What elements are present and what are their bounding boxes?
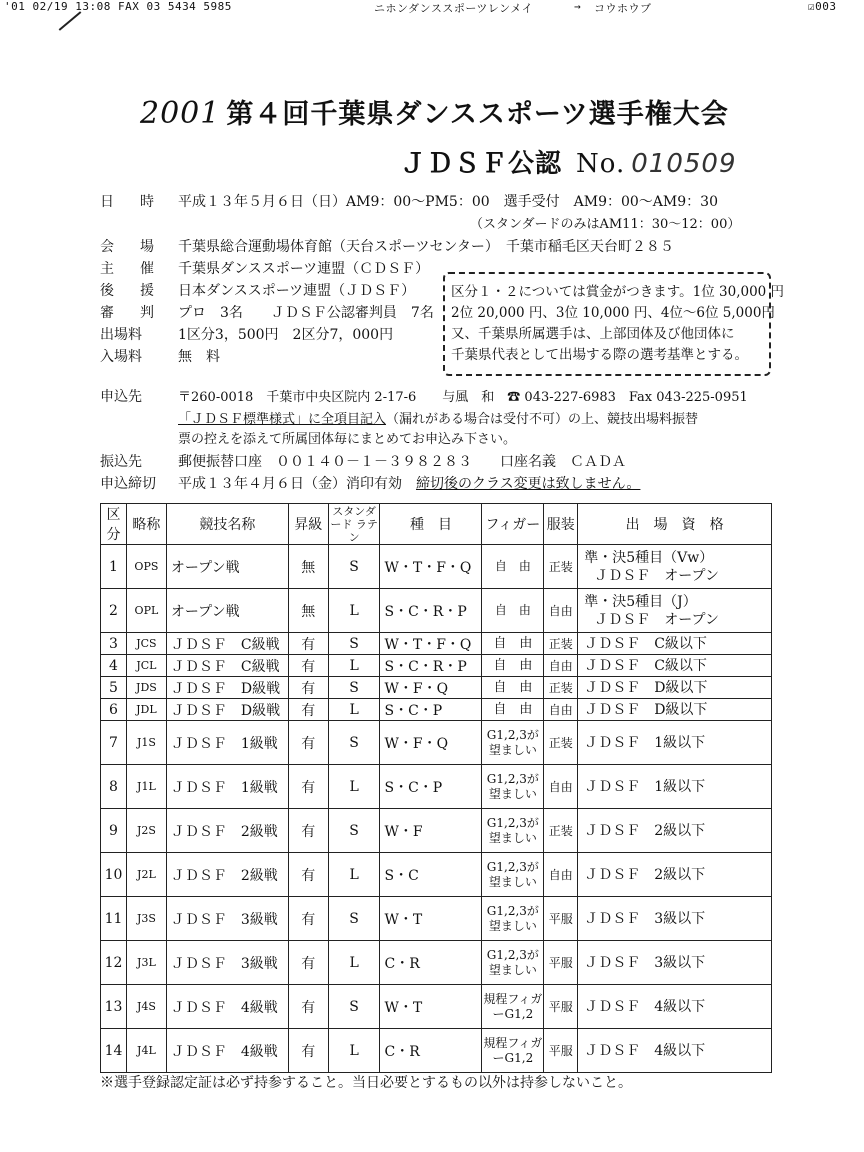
row-promotion: 有	[288, 809, 328, 853]
row-figure: 自 由	[482, 633, 544, 655]
row-dances: W・F・Q	[380, 721, 482, 765]
subtitle-text: ＪＤＳＦ公認	[400, 149, 563, 179]
info-label-judges: 審 判	[100, 305, 160, 321]
header-promotion: 昇級	[288, 504, 328, 545]
row-style: L	[328, 589, 380, 633]
row-division: 13	[101, 985, 127, 1029]
note-line: 区分１・２については賞金がつきます。1位 30,000 円	[451, 284, 785, 300]
row-style: S	[328, 545, 380, 589]
row-qualification	[578, 941, 772, 985]
row-abbr: J2L	[126, 853, 166, 897]
row-dress: 平服	[544, 897, 578, 941]
table-row	[101, 941, 772, 985]
row-division: 6	[101, 699, 127, 721]
row-dress: 自由	[544, 589, 578, 633]
row-dress: 自由	[544, 699, 578, 721]
table-row	[101, 897, 772, 941]
info-label-admission: 入場料	[100, 349, 142, 365]
apply-instructions-2: 票の控えを添えて所属団体毎にまとめてお申込み下さい。	[178, 432, 517, 447]
footer-note: ※選手登録認定証は必ず持参すること。当日必要とするもの以外は持参しないこと。	[100, 1075, 632, 1091]
info-label-organizer: 主 催	[100, 261, 160, 277]
row-abbr: J4L	[126, 1029, 166, 1073]
header-qualification: 出 場 資 格	[578, 504, 772, 545]
row-qualification	[578, 853, 772, 897]
info-value-entry-fee: 1区分3，500円 2区分7，000円	[178, 327, 394, 343]
row-promotion: 有	[288, 721, 328, 765]
qualification-line: ＪＤＳＦ D級以下	[584, 701, 708, 718]
deadline-label: 申込締切	[100, 476, 156, 492]
info-label-support: 後 援	[100, 283, 160, 299]
row-dress: 正装	[544, 545, 578, 589]
apply-instructions-rest: （漏れがある場合は受付不可）の上、競技出場料振替	[386, 412, 699, 427]
header-figure: フィガー	[482, 504, 544, 545]
row-event-name: ＪＤＳＦ C級戦	[166, 633, 288, 655]
row-abbr: J1L	[126, 765, 166, 809]
info-value-judges: プロ 3名 ＪＤＳＦ公認審判員 7名	[178, 305, 434, 321]
title-year: 2001	[140, 96, 221, 131]
deadline-date: 平成１３年４月６日（金）消印有効	[178, 476, 416, 492]
row-division: 5	[101, 677, 127, 699]
row-promotion: 有	[288, 677, 328, 699]
row-event-name: ＪＤＳＦ D級戦	[166, 699, 288, 721]
row-event-name: ＪＤＳＦ 3級戦	[166, 941, 288, 985]
qualification-line: ＪＤＳＦ 1級以下	[584, 734, 706, 751]
row-qualification	[578, 809, 772, 853]
row-dances: C・R	[380, 1029, 482, 1073]
row-style: S	[328, 721, 380, 765]
row-style: S	[328, 677, 380, 699]
row-abbr: J4S	[126, 985, 166, 1029]
row-figure: 規程フィガーG1,2	[482, 1029, 544, 1073]
row-qualification	[578, 633, 772, 655]
qualification-line: ＪＤＳＦ オープン	[594, 611, 719, 628]
info-value-date: 平成１３年５月６日（日）AM9：00〜PM5：00 選手受付 AM9：00〜AM9：30	[178, 194, 718, 210]
row-dances: W・F・Q	[380, 677, 482, 699]
row-abbr: OPL	[126, 589, 166, 633]
info-label-date: 日 時	[100, 194, 160, 210]
row-dances: S・C・P	[380, 699, 482, 721]
header-event-name: 競技名称	[166, 504, 288, 545]
row-dances: C・R	[380, 941, 482, 985]
row-division: 3	[101, 633, 127, 655]
row-event-name: ＪＤＳＦ 1級戦	[166, 721, 288, 765]
row-dress: 自由	[544, 765, 578, 809]
row-dances: W・T・F・Q	[380, 545, 482, 589]
table-row	[101, 1029, 772, 1073]
deadline-note: 締切後のクラス変更は致しません。	[416, 476, 641, 492]
apply-form-name: 「ＪＤＳＦ標準様式」に全項目記入	[178, 412, 387, 427]
row-style: L	[328, 765, 380, 809]
row-event-name: ＪＤＳＦ 3級戦	[166, 897, 288, 941]
row-dances: S・C・P	[380, 765, 482, 809]
row-style: S	[328, 809, 380, 853]
row-event-name: ＪＤＳＦ C級戦	[166, 655, 288, 677]
row-division: 11	[101, 897, 127, 941]
row-dress: 正装	[544, 633, 578, 655]
qualification-line: ＪＤＳＦ 4級以下	[584, 1042, 706, 1059]
transfer-label: 振込先	[100, 454, 142, 470]
header-dances: 種 目	[380, 504, 482, 545]
qualification-line: ＪＤＳＦ 1級以下	[584, 778, 706, 795]
row-abbr: J3L	[126, 941, 166, 985]
row-style: S	[328, 985, 380, 1029]
row-style: L	[328, 941, 380, 985]
fax-header-left: '01 02/19 13:08 FAX 03 5434 5985	[4, 0, 232, 13]
row-abbr: J1S	[126, 721, 166, 765]
page-title	[140, 92, 729, 131]
row-promotion: 有	[288, 1029, 328, 1073]
row-qualification	[578, 985, 772, 1029]
row-division: 4	[101, 655, 127, 677]
qualification-line: ＪＤＳＦ C級以下	[584, 657, 707, 674]
row-dress: 正装	[544, 721, 578, 765]
info-label-entry-fee: 出場料	[100, 327, 142, 343]
table-row	[101, 721, 772, 765]
row-dress: 自由	[544, 655, 578, 677]
row-qualification	[578, 589, 772, 633]
info-value-admission: 無 料	[178, 349, 220, 365]
row-division: 9	[101, 809, 127, 853]
row-event-name: オープン戦	[166, 545, 288, 589]
row-dances: S・C・R・P	[380, 589, 482, 633]
header-division: 区分	[101, 504, 127, 545]
row-promotion: 有	[288, 655, 328, 677]
qualification-line: ＪＤＳＦ 2級以下	[584, 822, 706, 839]
row-abbr: JCS	[126, 633, 166, 655]
row-promotion: 有	[288, 633, 328, 655]
row-figure: 規程フィガーG1,2	[482, 985, 544, 1029]
row-qualification	[578, 765, 772, 809]
row-qualification	[578, 545, 772, 589]
note-line: 2位 20,000 円、3位 10,000 円、4位〜6位 5,000円	[451, 305, 775, 321]
row-promotion: 有	[288, 853, 328, 897]
row-promotion: 有	[288, 897, 328, 941]
row-event-name: ＪＤＳＦ 4級戦	[166, 985, 288, 1029]
row-abbr: OPS	[126, 545, 166, 589]
row-qualification	[578, 677, 772, 699]
row-qualification	[578, 897, 772, 941]
row-promotion: 有	[288, 985, 328, 1029]
row-dress: 正装	[544, 809, 578, 853]
table-row	[101, 985, 772, 1029]
info-value-date-extra: （スタンダードのみはAM11：30〜12：00）	[470, 217, 741, 232]
qualification-line: 準・決5種目（J）	[584, 593, 697, 610]
row-event-name: ＪＤＳＦ 1級戦	[166, 765, 288, 809]
row-abbr: JDS	[126, 677, 166, 699]
qualification-line: ＪＤＳＦ オープン	[594, 567, 719, 584]
row-division: 14	[101, 1029, 127, 1073]
row-figure: G1,2,3が望ましい	[482, 765, 544, 809]
row-dress: 平服	[544, 941, 578, 985]
fax-arrow-icon: →	[574, 0, 582, 13]
row-style: L	[328, 1029, 380, 1073]
fax-header-sender: ニホンダンススポーツレンメイ	[374, 2, 534, 15]
row-figure: G1,2,3が望ましい	[482, 941, 544, 985]
row-figure: 自 由	[482, 699, 544, 721]
row-figure: G1,2,3が望ましい	[482, 809, 544, 853]
row-figure: 自 由	[482, 545, 544, 589]
info-value-support: 日本ダンススポーツ連盟（ＪＤＳＦ）	[178, 283, 416, 299]
row-abbr: J2S	[126, 809, 166, 853]
info-value-organizer: 千葉県ダンススポーツ連盟（ＣＤＳＦ）	[178, 261, 430, 277]
apply-address: 〒260-0018 千葉市中央区院内 2-17-6 与風 和 ☎ 043-227-6983 Fax 043-225-0951	[178, 390, 748, 405]
row-figure: G1,2,3が望ましい	[482, 721, 544, 765]
note-line: 千葉県代表として出場する際の選考基準とする。	[451, 347, 748, 363]
row-dances: W・F	[380, 809, 482, 853]
subtitle	[400, 143, 737, 180]
row-dress: 正装	[544, 677, 578, 699]
qualification-line: ＪＤＳＦ 3級以下	[584, 910, 706, 927]
row-dances: S・C	[380, 853, 482, 897]
row-qualification	[578, 1029, 772, 1073]
row-dress: 平服	[544, 985, 578, 1029]
no-value: 010509	[631, 149, 737, 179]
row-figure: G1,2,3が望ましい	[482, 897, 544, 941]
deadline-value	[178, 473, 640, 493]
row-figure: 自 由	[482, 589, 544, 633]
row-event-name: ＪＤＳＦ D級戦	[166, 677, 288, 699]
row-style: S	[328, 897, 380, 941]
row-style: L	[328, 699, 380, 721]
row-event-name: ＪＤＳＦ 2級戦	[166, 853, 288, 897]
table-row	[101, 765, 772, 809]
title-main: 第４回千葉県ダンススポーツ選手権大会	[226, 99, 729, 130]
row-promotion: 有	[288, 699, 328, 721]
note-line: 又、千葉県所属選手は、上部団体及び他団体に	[451, 326, 735, 342]
qualification-line: ＪＤＳＦ 4級以下	[584, 998, 706, 1015]
row-promotion: 無	[288, 545, 328, 589]
row-dress: 平服	[544, 1029, 578, 1073]
row-figure: 自 由	[482, 677, 544, 699]
table-row	[101, 853, 772, 897]
table-row	[101, 589, 772, 633]
table-row	[101, 655, 772, 677]
row-dances: W・T	[380, 897, 482, 941]
row-division: 12	[101, 941, 127, 985]
row-event-name: ＪＤＳＦ 4級戦	[166, 1029, 288, 1073]
row-style: S	[328, 633, 380, 655]
row-division: 8	[101, 765, 127, 809]
qualification-line: ＪＤＳＦ 3級以下	[584, 954, 706, 971]
row-division: 1	[101, 545, 127, 589]
class-table	[100, 503, 772, 1073]
pen-mark	[59, 11, 82, 31]
table-row	[101, 545, 772, 589]
row-qualification	[578, 655, 772, 677]
prize-note-box	[443, 272, 785, 376]
info-label-venue: 会 場	[100, 239, 160, 255]
header-style: スタンダード ラテン	[328, 504, 380, 545]
table-row	[101, 633, 772, 655]
apply-label: 申込先	[100, 389, 142, 405]
row-promotion: 有	[288, 765, 328, 809]
table-header-row	[101, 504, 772, 545]
info-value-venue: 千葉県総合運動場体育館（天台スポーツセンター） 千葉市稲毛区天台町２８５	[178, 239, 674, 255]
row-abbr: J3S	[126, 897, 166, 941]
row-division: 10	[101, 853, 127, 897]
table-row	[101, 809, 772, 853]
qualification-line: ＪＤＳＦ 2級以下	[584, 866, 706, 883]
row-style: L	[328, 655, 380, 677]
row-abbr: JCL	[126, 655, 166, 677]
row-figure: G1,2,3が望ましい	[482, 853, 544, 897]
row-abbr: JDL	[126, 699, 166, 721]
fax-page-number: ☑003	[808, 0, 837, 13]
row-dances: S・C・R・P	[380, 655, 482, 677]
row-division: 2	[101, 589, 127, 633]
no-label: No.	[576, 149, 626, 179]
row-division: 7	[101, 721, 127, 765]
row-promotion: 無	[288, 589, 328, 633]
row-dances: W・T・F・Q	[380, 633, 482, 655]
row-promotion: 有	[288, 941, 328, 985]
row-dances: W・T	[380, 985, 482, 1029]
fax-header-recipient: コウホウブ	[594, 2, 652, 15]
transfer-value: 郵便振替口座 ００１４０－１－３９８２８３ 口座名義 ＣＡＤＡ	[178, 454, 626, 470]
apply-instructions	[178, 408, 698, 427]
table-row	[101, 699, 772, 721]
row-dress: 自由	[544, 853, 578, 897]
row-event-name: ＪＤＳＦ 2級戦	[166, 809, 288, 853]
row-qualification	[578, 721, 772, 765]
header-dress: 服装	[544, 504, 578, 545]
row-style: L	[328, 853, 380, 897]
qualification-line: ＪＤＳＦ D級以下	[584, 679, 708, 696]
table-row	[101, 677, 772, 699]
qualification-line: 準・決5種目（Vw）	[584, 549, 714, 566]
row-event-name: オープン戦	[166, 589, 288, 633]
qualification-line: ＪＤＳＦ C級以下	[584, 635, 707, 652]
row-qualification	[578, 699, 772, 721]
header-abbr: 略称	[126, 504, 166, 545]
row-figure: 自 由	[482, 655, 544, 677]
